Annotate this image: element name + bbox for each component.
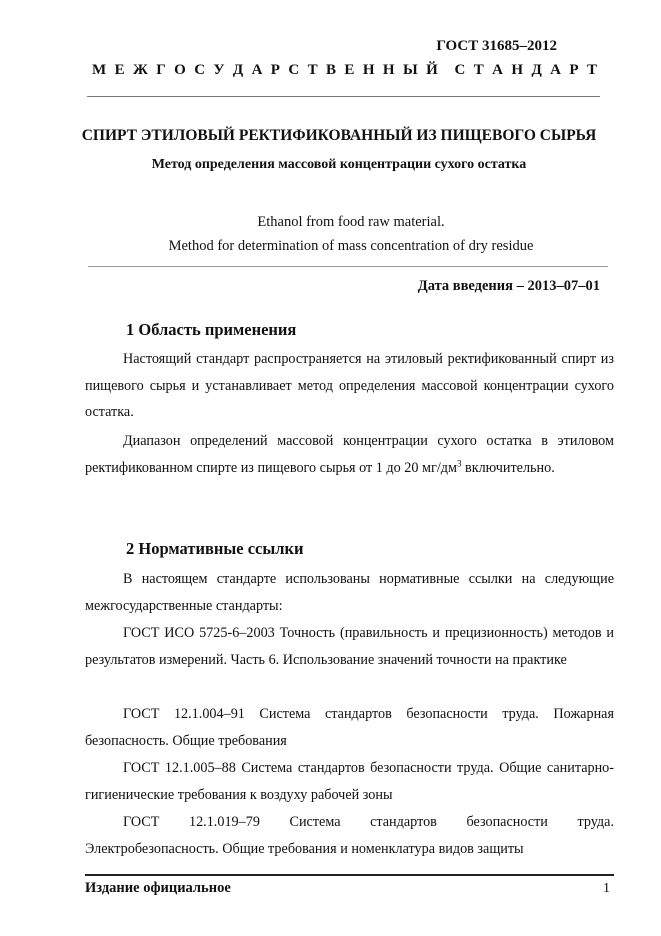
section-heading-references: 2 Нормативные ссылки (126, 539, 304, 558)
paragraph-text: Диапазон определений массовой концентрации сухого остатка в этиловом ректификованном спирте из пищевого сырья от 1 до 20 мг/дм (85, 433, 614, 476)
standard-type-letter: Д (531, 62, 542, 78)
standard-type-letter: Г (156, 62, 166, 78)
standard-type-letter: Й (426, 62, 438, 78)
paragraph: В настоящем стандарте использованы нормативные ссылки на следующие межгосударственные стандарты: (85, 571, 614, 614)
intro-date: Дата введения – 2013–07–01 (417, 278, 600, 294)
standard-type-letter: Т (473, 62, 484, 78)
standard-type-letter: Е (114, 62, 125, 78)
standard-type-letter: М (92, 62, 107, 78)
standard-type-letter: О (174, 62, 186, 78)
page-number: 1 (603, 881, 610, 896)
paragraph (85, 428, 614, 481)
standard-type-letter: С (288, 62, 300, 78)
reference-item: ГОСТ 12.1.019–79 Система стандартов безопасности труда. Электробезопасность. Общие требования и номенклатура видов защиты (85, 814, 614, 857)
standard-type-letter: Е (344, 62, 355, 78)
standard-type-letter: А (492, 62, 503, 78)
doc-number: ГОСТ 31685–2012 (436, 38, 557, 54)
superscript: 3 (456, 457, 462, 468)
standard-type-letter: У (213, 62, 225, 78)
standard-type-letter: Н (511, 62, 524, 78)
standard-type-letter: Ж (132, 62, 148, 78)
standard-type-letter: А (251, 62, 263, 78)
reference-item: ГОСТ ИСО 5725-6–2003 Точность (правильность и прецизионность) методов и результатов измерений. Часть 6. Использование значений точности на практике (85, 625, 614, 668)
standard-type-letter: Н (362, 62, 375, 78)
standard-type-letter: Д (232, 62, 244, 78)
standard-type-letter: Т (307, 62, 318, 78)
standard-type (92, 62, 597, 79)
standard-type-letter: А (550, 62, 562, 78)
reference-item: ГОСТ 12.1.005–88 Система стандартов безопасности труда. Общие санитарно-гигиенические требования к воздуху рабочей зоны (85, 760, 614, 803)
standard-type-letter: С (194, 62, 206, 78)
edition-label: Издание официальное (85, 880, 231, 896)
title-divider (88, 266, 608, 267)
title-ru: СПИРТ ЭТИЛОВЫЙ РЕКТИФИКОВАННЫЙ ИЗ ПИЩЕВОГО СЫРЬЯ (81, 127, 597, 144)
standard-type-letter: Т (586, 62, 597, 78)
title-en-line: Ethanol from food raw material. (257, 214, 445, 230)
subtitle-ru: Метод определения массовой концентрации сухого остатка (151, 157, 527, 172)
standard-type-letter: В (326, 62, 337, 78)
paragraph: Настоящий стандарт распространяется на этиловый ректификованный спирт из пищевого сырья и устанавливает метод определения массовой концентрации сухого остатка. (85, 351, 614, 420)
standard-type-letter: С (454, 62, 466, 78)
title-en (60, 210, 642, 258)
reference-item: ГОСТ 12.1.004–91 Система стандартов безопасности труда. Пожарная безопасность. Общие требования (85, 706, 614, 749)
paragraph-text: включительно. (461, 459, 555, 476)
standard-type-letter: Р (270, 62, 280, 78)
standard-type-letter: Р (569, 62, 579, 78)
footer-divider (85, 874, 614, 876)
section-heading-scope: 1 Область применения (126, 320, 297, 339)
standard-type-letter: Н (382, 62, 395, 78)
header-divider (87, 96, 600, 97)
title-en-line: Method for determination of mass concentration of dry residue (168, 238, 534, 254)
standard-type-letter: Ы (402, 62, 418, 78)
